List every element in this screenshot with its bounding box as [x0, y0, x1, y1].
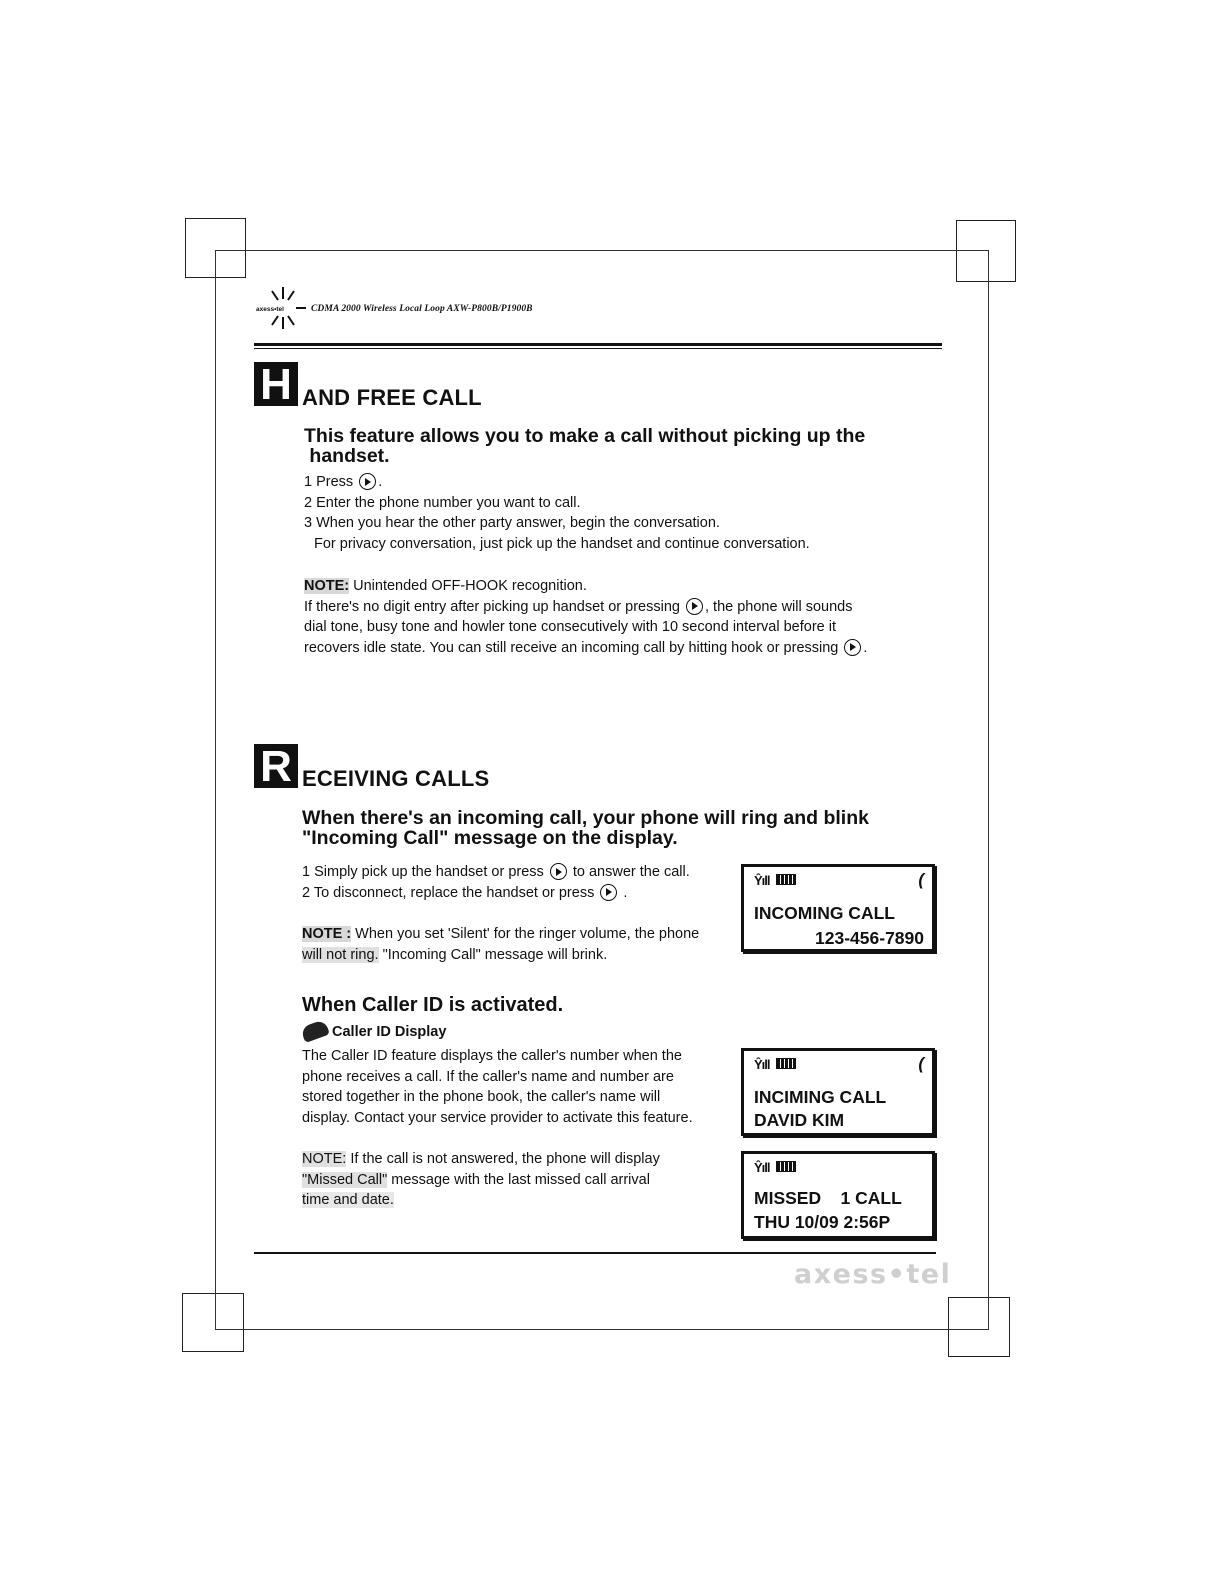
receiving-subtitle-1: When there's an incoming call, your phone will ring and blink	[302, 807, 869, 829]
section-letter-r: R	[254, 744, 298, 788]
header-title: CDMA 2000 Wireless Local Loop AXW-P800B/P1900B	[311, 304, 533, 314]
caller-id-paragraph: The Caller ID feature displays the caller's number when the phone receives a call. If the caller's name and number are stored together in the phone book, the caller's name will display. Contact your service provider to activate this feature.	[302, 1048, 693, 1126]
battery-icon	[776, 874, 796, 885]
step-3: 3 When you hear the other party answer, begin the conversation.	[304, 515, 720, 531]
speaker-button-icon	[359, 473, 376, 490]
hand-free-subtitle-2: handset.	[304, 445, 390, 467]
receiving-subtitle-2: "Incoming Call" message on the display.	[302, 827, 678, 849]
lcd-line-1: MISSED 1 CALL	[754, 1188, 902, 1208]
missed-call-note: NOTE: If the call is not answered, the phone will display "Missed Call" message with the last missed call arrival time and date.	[302, 1151, 660, 1208]
battery-icon	[776, 1161, 796, 1172]
speaker-button-icon	[844, 639, 861, 656]
hand-free-note: NOTE: Unintended OFF-HOOK recognition. If there's no digit entry after picking up handset or pressing , the phone will sounds dial tone, busy tone and howler tone consecutively with 10 second interval before it recovers idle state. You can still receive an incoming call by hitting hook or pressing .	[304, 578, 868, 656]
lcd-incoming-call	[741, 864, 935, 952]
section-letter-h: H	[254, 362, 298, 406]
header-rule	[254, 343, 942, 346]
hand-free-subtitle-1: This feature allows you to make a call without picking up the	[304, 425, 866, 447]
caller-id-label-row: Caller ID Display	[302, 1022, 446, 1043]
call-icon: (	[918, 1054, 924, 1073]
step-1: 1 Press .	[304, 474, 383, 490]
header-rule-thin	[254, 348, 942, 349]
signal-icon: Ŷıll	[754, 873, 770, 888]
logo-text: axess•tel	[256, 306, 284, 313]
note-label: NOTE:	[304, 578, 350, 594]
note-label: NOTE :	[302, 926, 352, 942]
lcd-line-2: THU 10/09 2:56P	[754, 1212, 891, 1232]
receiving-note: NOTE : When you set 'Silent' for the ringer volume, the phone will not ring. "Incoming Call" message will brink.	[302, 926, 700, 963]
axesstel-logo-icon	[256, 285, 306, 331]
signal-icon: Ŷıll	[754, 1057, 770, 1072]
lcd-line-1: INCOMING CALL	[754, 903, 895, 923]
lcd-line-1: INCIMING CALL	[754, 1087, 887, 1107]
step-2: 2 Enter the phone number you want to call.	[304, 494, 581, 511]
lcd-caller-name	[741, 1048, 935, 1136]
section-title-hand-free: AND FREE CALL	[302, 385, 482, 410]
call-icon: (	[918, 870, 924, 889]
hand-free-steps	[304, 472, 944, 554]
lcd-line-2: 123-456-7890	[815, 928, 924, 948]
receiving-steps: 1 Simply pick up the handset or press to answer the call. 2 To disconnect, replace the handset or press .	[302, 864, 690, 901]
phone-icon	[300, 1019, 330, 1043]
caller-id-heading: When Caller ID is activated.	[302, 994, 564, 1016]
step-3b: For privacy conversation, just pick up the handset and continue conversation.	[314, 535, 810, 552]
lcd-line-2: DAVID KIM	[754, 1110, 845, 1130]
speaker-button-icon	[686, 598, 703, 615]
footer-brand-logo: axess•tel	[794, 1259, 952, 1290]
lcd-missed-call	[741, 1151, 935, 1239]
section-title-receiving: ECEIVING CALLS	[302, 766, 490, 791]
speaker-button-icon	[600, 884, 617, 901]
speaker-button-icon	[550, 863, 567, 880]
note-label: NOTE:	[302, 1151, 347, 1167]
battery-icon	[776, 1058, 796, 1069]
signal-icon: Ŷıll	[754, 1160, 770, 1175]
footer-rule	[254, 1252, 936, 1254]
